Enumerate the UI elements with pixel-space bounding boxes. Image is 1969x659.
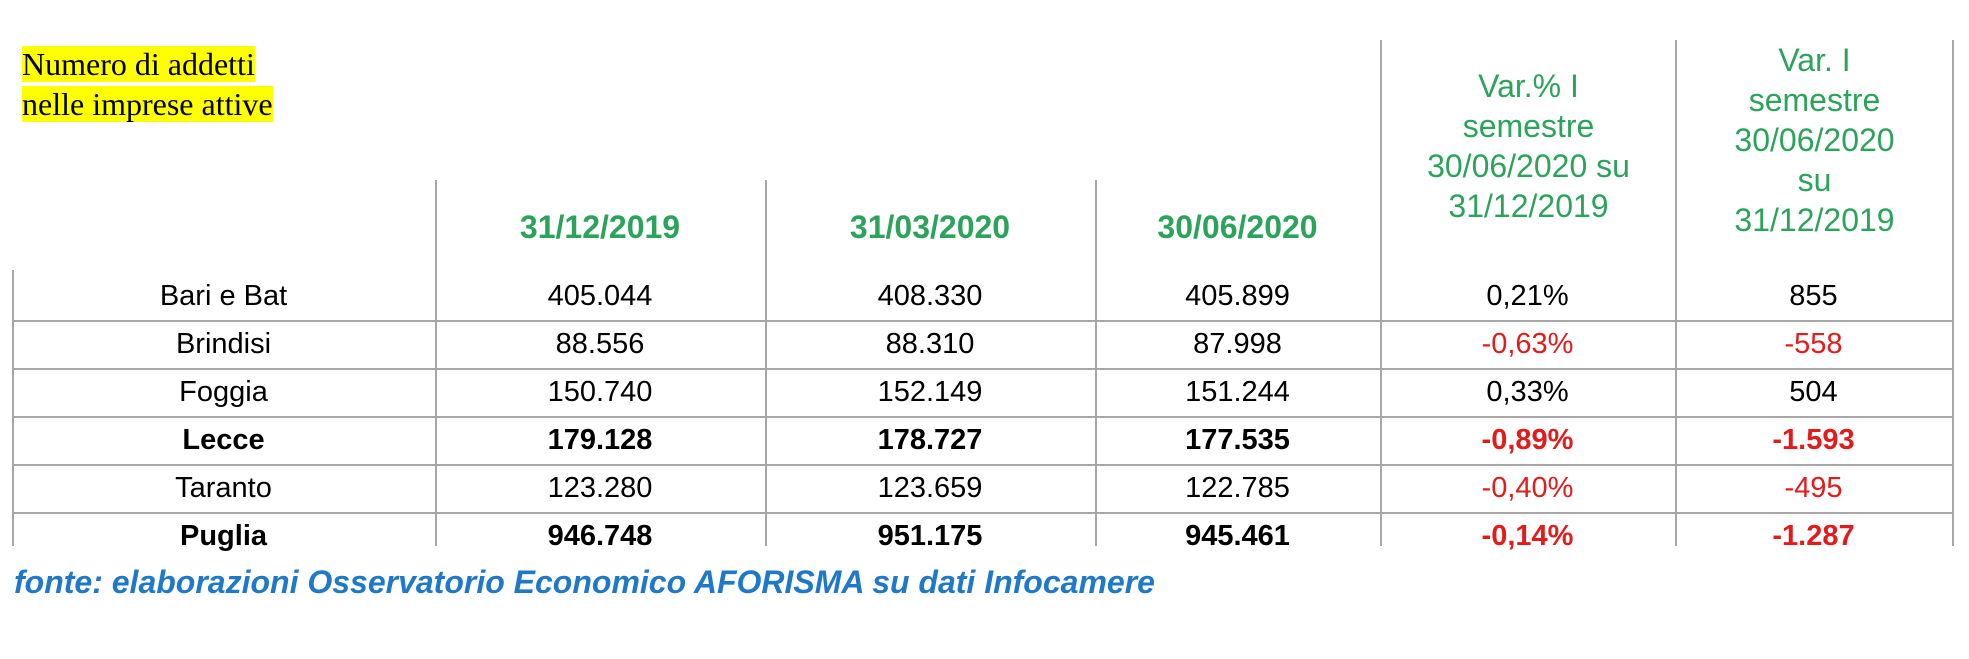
table-cell: 88.556	[555, 328, 645, 360]
table-cell: 504	[1789, 376, 1838, 408]
table-cell: 177.535	[1185, 424, 1290, 456]
header-line: Var. I	[1778, 42, 1851, 78]
table-cell: -558	[1784, 328, 1843, 360]
table-cell: -0,14%	[1481, 520, 1574, 552]
header-31-03-2020: 31/03/2020	[849, 209, 1011, 245]
table-cell: 179.128	[547, 424, 653, 456]
table-cell: -495	[1784, 472, 1843, 504]
table-cell: 0,33%	[1486, 376, 1569, 408]
table-cell: 405.044	[547, 280, 653, 312]
table-cell: 945.461	[1185, 520, 1290, 552]
table-cell: 87.998	[1193, 328, 1282, 360]
row-label: Lecce	[182, 424, 265, 456]
header-line: semestre	[1462, 108, 1595, 144]
table-cell: 951.175	[877, 520, 983, 552]
header-30-06-2020: 30/06/2020	[1157, 209, 1318, 245]
table-cell: 408.330	[877, 280, 983, 312]
table-cell: 0,21%	[1486, 280, 1569, 312]
grid-vertical-line	[1952, 40, 1954, 546]
row-label: Puglia	[179, 520, 267, 552]
table-title	[22, 44, 273, 124]
table-cell: -0,40%	[1481, 472, 1574, 504]
header-line: Var.% I	[1478, 68, 1579, 104]
title-line-2: nelle imprese attive	[22, 86, 273, 122]
table-cell: 946.748	[547, 520, 653, 552]
table-cell: 122.785	[1185, 472, 1290, 504]
table-cell: 123.659	[877, 472, 983, 504]
table-cell: 405.899	[1185, 280, 1290, 312]
header-line: su	[1797, 162, 1832, 198]
header-line: semestre	[1748, 82, 1881, 118]
table-cell: -0,89%	[1481, 424, 1574, 456]
table-cell: 88.310	[885, 328, 975, 360]
table-cell: 151.244	[1185, 376, 1290, 408]
source-note: fonte: elaborazioni Osservatorio Economico AFORISMA su dati Infocamere	[14, 564, 1155, 600]
row-label: Foggia	[179, 376, 268, 408]
title-line-1: Numero di addetti	[22, 46, 255, 82]
header-line: 30/06/2020 su	[1427, 148, 1630, 184]
table-cell: -1.287	[1772, 520, 1855, 552]
table-cell: 178.727	[877, 424, 983, 456]
header-line: 31/12/2019	[1448, 188, 1609, 224]
table-cell: 123.280	[547, 472, 653, 504]
row-label: Brindisi	[175, 328, 272, 360]
header-line: 31/12/2019	[1734, 202, 1895, 238]
header-var-percent	[1382, 66, 1675, 226]
table-cell: 150.740	[547, 376, 653, 408]
header-line: 30/06/2020	[1734, 122, 1895, 158]
header-var-absolute	[1677, 40, 1952, 240]
row-label: Taranto	[175, 472, 272, 504]
row-label: Bari e Bat	[159, 280, 288, 312]
table-cell: 152.149	[877, 376, 983, 408]
table-cell: -1.593	[1772, 424, 1855, 456]
table-cell: 855	[1789, 280, 1838, 312]
header-31-12-2019: 31/12/2019	[519, 209, 681, 245]
table-cell: -0,63%	[1481, 328, 1574, 360]
